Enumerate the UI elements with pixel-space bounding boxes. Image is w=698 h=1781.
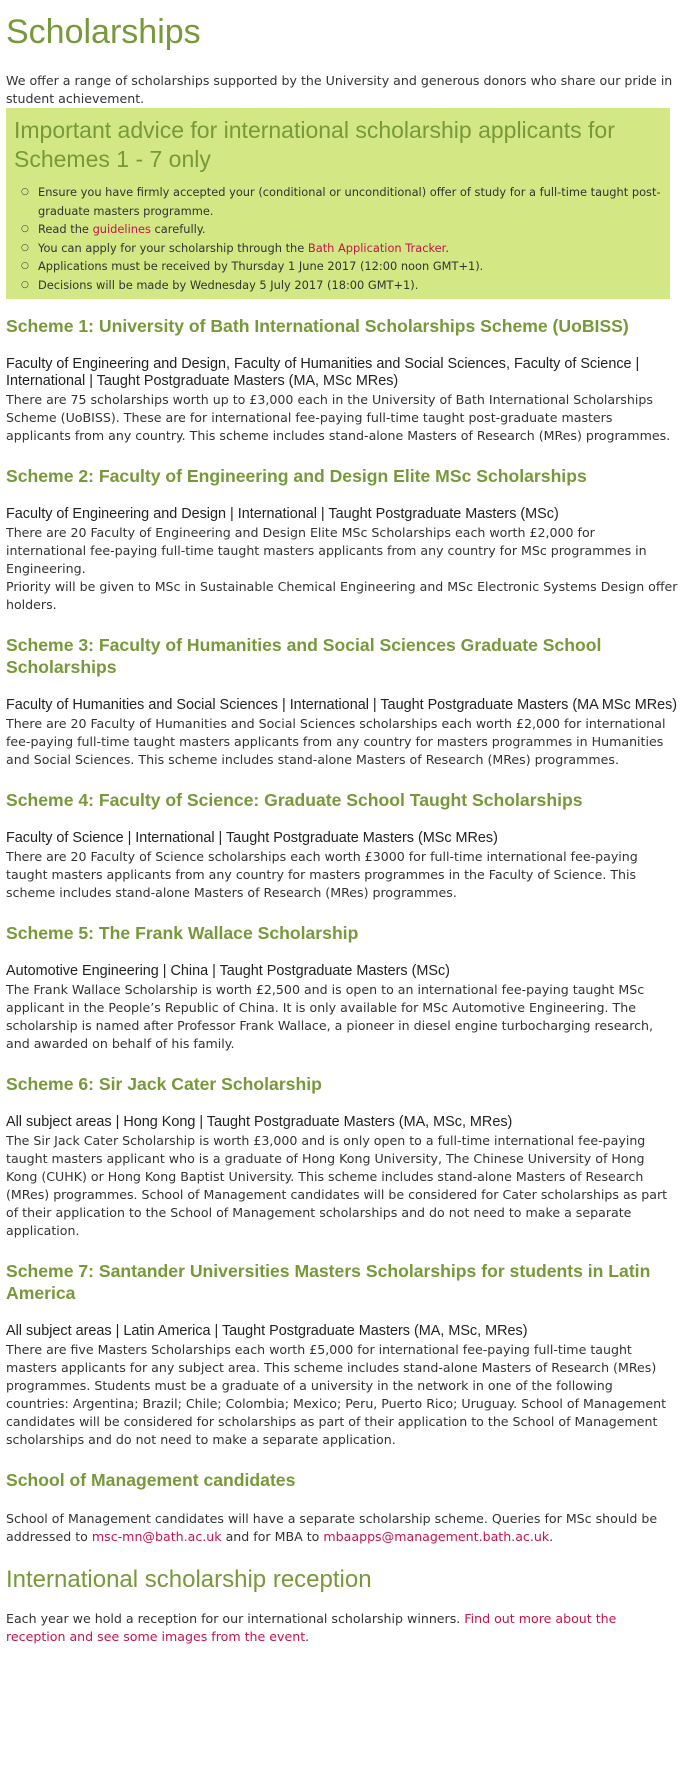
scheme-title: Scheme 6: Sir Jack Cater Scholarship [6, 1073, 322, 1094]
scheme-meta: Faculty of Engineering and Design | International | Taught Postgraduate Masters (MSc) [6, 505, 559, 522]
scheme-description: The Frank Wallace Scholarship is worth £2,500 and is open to an international fee-paying taught MSc applicant in the People’s Republic of China. It is only available for MSc Automotive Engineering. The scholarship is named after Professor Frank Wallace, a pioneer in diesel engine turbocharging research, and awarded on behalf of his family. [6, 981, 654, 1051]
scheme-meta: Faculty of Engineering and Design, Faculty of Humanities and Social Sciences, Faculty of Science | International | Taught Postgraduate Masters (MA, MSc MRes) [6, 355, 640, 389]
page-body [0, 12, 698, 1781]
scheme-2-section [6, 465, 678, 614]
scheme-title: Scheme 5: The Frank Wallace Scholarship [6, 922, 359, 943]
advice-item-text: Decisions will be made by Wednesday 5 July 2017 (18:00 GMT+1). [38, 277, 419, 292]
advice-heading: Important advice for international scholarship applicants for Schemes 1 - 7 only [14, 117, 615, 172]
advice-item-decisions [21, 276, 664, 295]
advice-item-deadline [21, 257, 664, 276]
som-text: and for MBA to [221, 1528, 324, 1544]
bullet-circle-icon: ○ [21, 261, 29, 272]
school-of-management-section [6, 1469, 678, 1546]
advice-item-accept-offer [21, 183, 664, 220]
advice-item-text: You can apply for your scholarship through the [38, 240, 308, 255]
reception-title: International scholarship reception [6, 1565, 372, 1593]
scheme-7-section [6, 1260, 678, 1449]
scheme-meta: Faculty of Humanities and Social Sciences | International | Taught Postgraduate Masters (MA MSc MRes) [6, 696, 678, 713]
scheme-1-section [6, 315, 678, 445]
scheme-title: Scheme 1: University of Bath International Scholarships Scheme (UoBISS) [6, 315, 629, 336]
guidelines-link[interactable]: guidelines [92, 222, 151, 237]
scheme-4-section [6, 789, 678, 902]
som-paragraph [6, 1510, 678, 1546]
som-title: School of Management candidates [6, 1469, 296, 1490]
reception-paragraph [6, 1610, 678, 1646]
scheme-5-section [6, 922, 678, 1053]
page-title: Scholarships [6, 13, 201, 51]
scheme-meta: Automotive Engineering | China | Taught Postgraduate Masters (MSc) [6, 962, 450, 979]
scheme-meta: All subject areas | Hong Kong | Taught Postgraduate Masters (MA, MSc, MRes) [6, 1113, 513, 1130]
reception-link[interactable]: Find out more about the reception and see some images from the event [6, 1610, 617, 1644]
scheme-title: Scheme 7: Santander Universities Masters Scholarships for students in Latin America [6, 1260, 651, 1303]
scheme-meta: All subject areas | Latin America | Taught Postgraduate Masters (MA, MSc, MRes) [6, 1322, 528, 1339]
advice-list [14, 183, 664, 295]
advice-item-text: . [445, 240, 449, 255]
scheme-description: There are 20 Faculty of Science scholarships each worth £3000 for full-time international fee-paying taught masters applicants from any country for masters programmes in the Faculty of Science. This scheme includes stand-alone Masters of Research (MRes) programmes. [6, 848, 638, 900]
reception-text: Each year we hold a reception for our international scholarship winners. [6, 1610, 465, 1626]
scheme-title: Scheme 4: Faculty of Science: Graduate School Taught Scholarships [6, 789, 583, 810]
scheme-6-section [6, 1073, 678, 1240]
advice-item-text: Read the [38, 222, 93, 237]
scheme-3-section [6, 634, 678, 769]
advice-item-text: carefully. [150, 222, 206, 237]
scheme-title: Scheme 3: Faculty of Humanities and Social Sciences Graduate School Scholarships [6, 634, 602, 677]
mba-email-link[interactable]: mbaapps@management.bath.ac.uk [323, 1528, 550, 1544]
reception-text: . [305, 1628, 310, 1644]
intro-paragraph: We offer a range of scholarships supported by the University and generous donors who share our pride in student achievement. [6, 73, 673, 106]
advice-item-text: Applications must be received by Thursday 1 June 2017 (12:00 noon GMT+1). [38, 259, 484, 274]
bullet-circle-icon: ○ [21, 279, 29, 290]
main-content [0, 12, 678, 1646]
scheme-priority-note: Priority will be given to MSc in Sustainable Chemical Engineering and MSc Electronic Systems Design offer holders. [6, 578, 678, 612]
msc-email-link[interactable]: msc-mn@bath.ac.uk [91, 1528, 222, 1544]
scheme-description: There are 20 Faculty of Engineering and Design Elite MSc Scholarships each worth £2,000 for international fee-paying full-time taught masters applicants from any country for MSc programmes in Engineering. [6, 524, 647, 576]
bullet-circle-icon: ○ [21, 242, 29, 253]
advice-item-tracker [21, 239, 664, 258]
advice-item-guidelines [21, 220, 664, 239]
application-tracker-link[interactable]: Bath Application Tracker [307, 240, 446, 255]
advice-item-text: Ensure you have firmly accepted your (conditional or unconditional) offer of study for a full-time taught post-graduate masters programme. [38, 185, 661, 218]
bullet-circle-icon: ○ [21, 187, 29, 197]
scheme-title: Scheme 2: Faculty of Engineering and Design Elite MSc Scholarships [6, 465, 587, 486]
scheme-description: There are five Masters Scholarships each worth £5,000 for international fee-paying full-time taught masters applicants for any subject area. This scheme includes stand-alone Masters of Research (MRes) programmes. Students must be a graduate of a university in the network in one of the following countries: Argentina; Brazil; Chile; Colombia; Mexico; Peru, Puerto Rico; Uruguay. School of Management candidates will be considered for scholarships as part of their application to the School of Management scholarships and do not need to make a separate application. [6, 1341, 667, 1447]
som-text: School of Management candidates will have a separate scholarship scheme. Queries for MSc should be addressed to [6, 1510, 658, 1544]
scheme-meta: Faculty of Science | International | Taught Postgraduate Masters (MSc MRes) [6, 829, 498, 846]
scheme-description: There are 75 scholarships worth up to £3,000 each in the University of Bath International Scholarships Scheme (UoBISS). These are for international fee-paying full-time taught post-graduate masters applicants from any country. This scheme includes stand-alone Masters of Research (MRes) programmes. [6, 391, 671, 443]
som-text: . [549, 1528, 554, 1544]
bullet-circle-icon: ○ [21, 224, 29, 235]
scheme-description: The Sir Jack Cater Scholarship is worth £3,000 and is only open to a full-time international fee-paying taught masters applicant who is a graduate of Hong Kong University, The Chinese University of Hong Kong (CUHK) or Hong Kong Baptist University. This scheme includes stand-alone Masters of Research (MRes) programmes. School of Management candidates will be considered for Cater scholarships as part of their application to the School of Management scholarships and do not need to make a separate application. [6, 1132, 668, 1238]
advice-box [6, 108, 670, 299]
scheme-description: There are 20 Faculty of Humanities and Social Sciences scholarships each worth £2,000 for international fee-paying full-time taught masters applicants from any country for masters programmes in Humanities and Social Sciences. This scheme includes stand-alone Masters of Research (MRes) programmes. [6, 715, 666, 767]
